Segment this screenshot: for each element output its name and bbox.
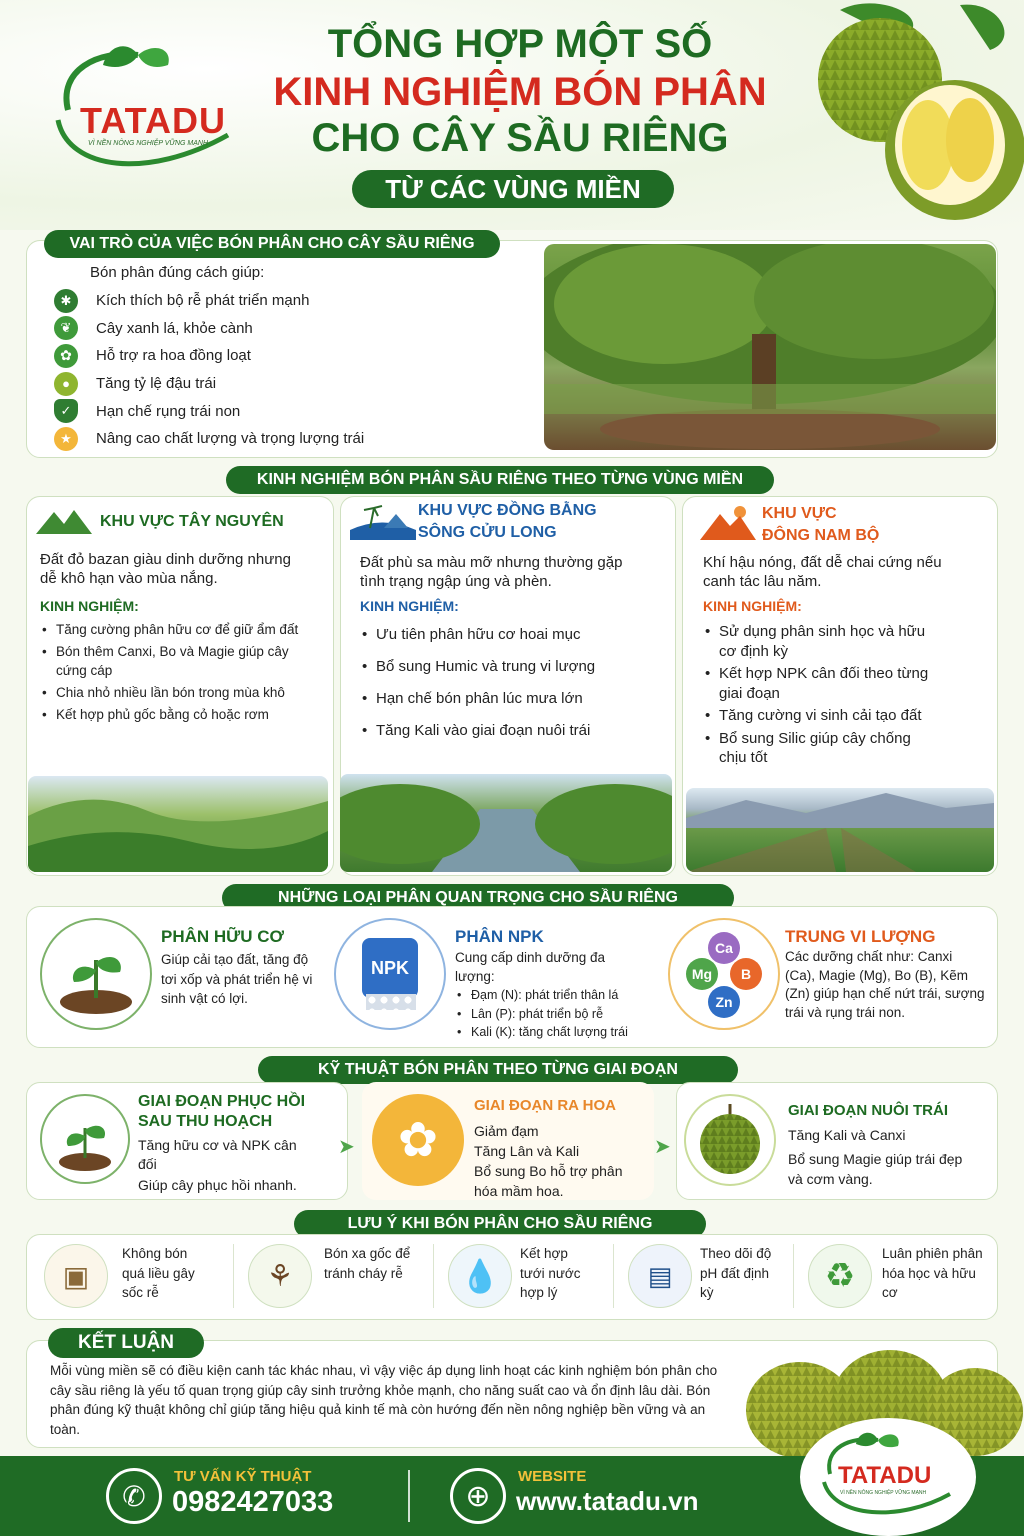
stage-line: Tăng Lân và Kali	[474, 1143, 580, 1159]
note-label: Kết hợp tưới nước hợp lý	[520, 1246, 581, 1300]
footer-divider	[408, 1470, 410, 1522]
flower-icon: ✿	[54, 344, 78, 368]
role-item	[54, 315, 514, 343]
recycle-icon: ♻	[808, 1244, 872, 1308]
note-label: Theo dõi độ pH đất định kỳ	[700, 1246, 772, 1300]
list-item: • Kết hợp NPK cân đối theo từng giai đoạn	[703, 664, 933, 703]
root-icon: ✱	[54, 289, 78, 313]
logo-tagline: VÌ NỀN NÔNG NGHIỆP VỮNG MẠNH	[88, 140, 209, 147]
durian-illustration	[800, 0, 1024, 230]
brand-logo	[28, 40, 258, 180]
stage-line: Giảm đạm	[474, 1123, 539, 1139]
list-item: • Kết hợp phủ gốc bằng cỏ hoặc rơm	[40, 705, 308, 724]
list-item: • Kali (K): tăng chất lượng trái	[455, 1023, 660, 1042]
fruit-icon: ●	[54, 372, 78, 396]
stage-title-fruiting: GIAI ĐOẠN NUÔI TRÁI	[788, 1102, 948, 1119]
note-label: Luân phiên phân hóa học và hữu cơ	[882, 1246, 983, 1300]
leaf-icon: ❦	[54, 316, 78, 340]
fertilizers-section-title: NHỮNG LOẠI PHÂN QUAN TRỌNG CHO SẦU RIÊNG	[222, 884, 734, 912]
micronutrient-icon	[668, 918, 780, 1030]
region-title-dong-nam-bo-2: ĐÔNG NAM BỘ	[762, 527, 880, 544]
list-item: • Hạn chế bón phân lúc mưa lớn	[360, 688, 670, 710]
organic-title: PHÂN HỮU CƠ	[161, 927, 285, 946]
role-item-label: Hỗ trợ ra hoa đồng loạt	[96, 347, 251, 365]
region-title-dong-nam-bo-1: KHU VỰC	[762, 505, 837, 522]
stage-line: Bổ sung Bo hỗ trợ phân hóa mầm hoa.	[474, 1163, 623, 1199]
list-item: • Đạm (N): phát triển thân lá	[455, 986, 660, 1005]
list-item: • Bổ sung Humic và trung vi lượng	[360, 656, 670, 678]
note-item	[234, 1244, 434, 1308]
river-photo	[340, 774, 672, 872]
role-item	[54, 342, 514, 370]
notes-section-title: LƯU Ý KHI BÓN PHÂN CHO SẦU RIÊNG	[294, 1210, 706, 1238]
list-item: • Bón thêm Canxi, Bo và Magie giúp cây cứng cáp	[40, 642, 308, 680]
element-b: B	[730, 958, 762, 990]
hotline-label: TƯ VẤN KỸ THUẬT	[174, 1468, 312, 1485]
note-item	[614, 1244, 794, 1308]
list-item: • Bổ sung Silic giúp cây chống chịu tốt	[703, 729, 933, 768]
hotline-number[interactable]: 0982427033	[172, 1486, 334, 1518]
note-label: Bón xa gốc để tránh cháy rễ	[324, 1246, 411, 1281]
arrow-icon: ➤	[338, 1136, 355, 1158]
role-item-label: Hạn chế rụng trái non	[96, 402, 241, 420]
region-desc-dong-nam-bo: Khí hậu nóng, đất dễ chai cứng nếu canh tác lâu năm.	[703, 554, 942, 590]
footer-logo	[800, 1418, 976, 1536]
npk-title: PHÂN NPK	[455, 927, 544, 946]
element-zn: Zn	[708, 986, 740, 1018]
header-line-3: CHO CÂY SẦU RIÊNG	[311, 116, 729, 160]
list-item: • Tăng cường phân hữu cơ để giữ ẩm đất	[40, 620, 308, 639]
stage-title-recovery: GIAI ĐOẠN PHỤC HỒI SAU THU HOẠCH	[138, 1093, 306, 1130]
stage-lines-fruiting	[788, 1125, 968, 1189]
role-item	[54, 287, 514, 315]
durian-fruit-icon	[684, 1094, 776, 1186]
hills-photo	[28, 776, 328, 872]
note-item	[44, 1244, 234, 1308]
region-title-mekong-1: KHU VỰC ĐỒNG BẰNG	[418, 502, 597, 519]
list-item: • Ưu tiên phân hữu cơ hoai mục	[360, 624, 670, 646]
mountain-sun-icon	[700, 504, 756, 540]
mountain-icon	[36, 506, 92, 534]
region-tips-dong-nam-bo	[703, 622, 933, 768]
note-label: Không bón quá liều gây sốc rễ	[122, 1246, 195, 1300]
note-item	[434, 1244, 614, 1308]
npk-desc: Cung cấp dinh dưỡng đa lượng:	[455, 950, 605, 984]
ph-meter-icon: ▤	[628, 1244, 692, 1308]
list-item: • Chia nhỏ nhiều lần bón trong mùa khô	[40, 683, 308, 702]
phone-icon[interactable]: ✆	[106, 1468, 162, 1524]
role-item	[54, 370, 514, 398]
regions-section-title: KINH NGHIỆM BÓN PHÂN SẦU RIÊNG THEO TỪNG VÙNG MIỀN	[226, 466, 774, 494]
fertilizer-bag-icon: ▣	[44, 1244, 108, 1308]
stages-section-title: KỸ THUẬT BÓN PHÂN THEO TỪNG GIAI ĐOẠN	[258, 1056, 738, 1084]
region-exp-label-mekong: KINH NGHIỆM:	[360, 598, 459, 614]
region-tips-tay-nguyen	[40, 620, 308, 724]
role-item-label: Nâng cao chất lượng và trọng lượng trái	[96, 430, 365, 448]
header-badge: TỪ CÁC VÙNG MIỀN	[352, 170, 674, 208]
stage-line: Tăng Kali và Canxi	[788, 1127, 906, 1143]
region-title-tay-nguyen: KHU VỰC TÂY NGUYÊN	[100, 513, 284, 530]
region-tips-mekong	[360, 624, 670, 742]
organic-desc: Giúp cải tạo đất, tăng độ tơi xốp và phát triển hệ vi sinh vật có lợi.	[161, 952, 313, 1006]
header-line-1: TỔNG HỢP MỘT SỐ	[327, 22, 713, 66]
micro-desc: Các dưỡng chất như: Canxi (Ca), Magie (Mg), Bo (B), Kẽm (Zn) giúp hạn chế nứt trái, sượng trái và rụng trái non.	[785, 949, 985, 1020]
npk-bag-icon	[334, 918, 446, 1030]
list-item: • Tăng Kali vào giai đoạn nuôi trái	[360, 720, 670, 742]
arrow-icon: ➤	[654, 1136, 671, 1158]
element-ca: Ca	[708, 932, 740, 964]
region-exp-label-dong-nam-bo: KINH NGHIỆM:	[703, 598, 802, 614]
region-desc-mekong: Đất phù sa màu mỡ nhưng thường gặp tình trạng ngập úng và phèn.	[360, 554, 623, 590]
role-item-label: Tăng tỷ lệ đậu trái	[96, 375, 217, 393]
stage-title-flowering: GIAI ĐOẠN RA HOA	[474, 1097, 616, 1114]
header-line-2: KINH NGHIỆM BÓN PHÂN	[273, 70, 767, 114]
region-desc-tay-nguyen: Đất đỏ bazan giàu dinh dưỡng nhưng dễ khô hạn vào mùa nắng.	[40, 551, 291, 587]
seedling-icon	[40, 1094, 130, 1184]
orchard-photo	[544, 244, 996, 450]
globe-icon[interactable]: ⊕	[450, 1468, 506, 1524]
npk-bag-label: NPK	[362, 938, 418, 998]
micro-title: TRUNG VI LƯỢNG	[785, 927, 936, 946]
stage-line-recovery-2: Giúp cây phục hồi nhanh.	[138, 1177, 297, 1193]
list-item: • Lân (P): phát triển bộ rễ	[455, 1005, 660, 1024]
root-icon: ⚘	[248, 1244, 312, 1308]
npk-items	[455, 986, 660, 1042]
role-item	[54, 425, 514, 453]
list-item: • Tăng cường vi sinh cải tạo đất	[703, 706, 933, 726]
stage-line: Bổ sung Magie giúp trái đẹp và cơm vàng.	[788, 1151, 963, 1187]
logo-text: TATADU	[80, 100, 226, 141]
role-list	[54, 287, 514, 453]
role-item-label: Cây xanh lá, khỏe cành	[96, 319, 253, 337]
farmland-photo	[686, 788, 994, 872]
footer-logo-tagline: VÌ NỀN NÔNG NGHIỆP VỮNG MẠNH	[840, 1490, 927, 1496]
conclusion-text: Mỗi vùng miền sẽ có điều kiện canh tác khác nhau, vì vậy việc áp dụng linh hoạt các kinh nghiệm bón phân cho cây sầu riêng là yếu tố quan trọng giúp cây sinh trưởng khỏe mạnh, cho năng suất cao và ổn định lâu dài. Bón phân đúng kỹ thuật không chỉ giúp tăng hiệu quả kinh tế mà còn hướng đến nền nông nghiệp bền vững và an toàn.	[50, 1363, 718, 1437]
website-label: WEBSITE	[518, 1468, 587, 1485]
flower-stage-icon: ✿	[372, 1094, 464, 1186]
element-mg: Mg	[686, 958, 718, 990]
role-item-label: Kích thích bộ rễ phát triển mạnh	[96, 292, 310, 310]
website-link[interactable]: www.tatadu.vn	[516, 1486, 699, 1516]
river-island-icon	[350, 500, 416, 540]
shield-icon: ✓	[54, 399, 78, 423]
stage-line-recovery-1: Tăng hữu cơ và NPK cân đối	[138, 1137, 297, 1172]
water-drop-icon: 💧	[448, 1244, 512, 1308]
region-exp-label-tay-nguyen: KINH NGHIỆM:	[40, 598, 139, 614]
notes-list	[44, 1244, 994, 1308]
footer-logo-text: TATADU	[838, 1462, 932, 1489]
medal-icon: ★	[54, 427, 78, 451]
organic-fertilizer-icon	[40, 918, 152, 1030]
note-item	[794, 1244, 994, 1308]
region-title-mekong-2: SÔNG CỬU LONG	[418, 524, 557, 541]
list-item: • Sử dụng phân sinh học và hữu cơ định kỳ	[703, 622, 933, 661]
role-item	[54, 397, 514, 425]
role-section-title: VAI TRÒ CỦA VIỆC BÓN PHÂN CHO CÂY SẦU RIÊNG	[44, 230, 500, 258]
stage-lines-flowering	[474, 1121, 644, 1201]
conclusion-title: KẾT LUẬN	[48, 1328, 204, 1358]
role-intro: Bón phân đúng cách giúp:	[90, 264, 265, 281]
